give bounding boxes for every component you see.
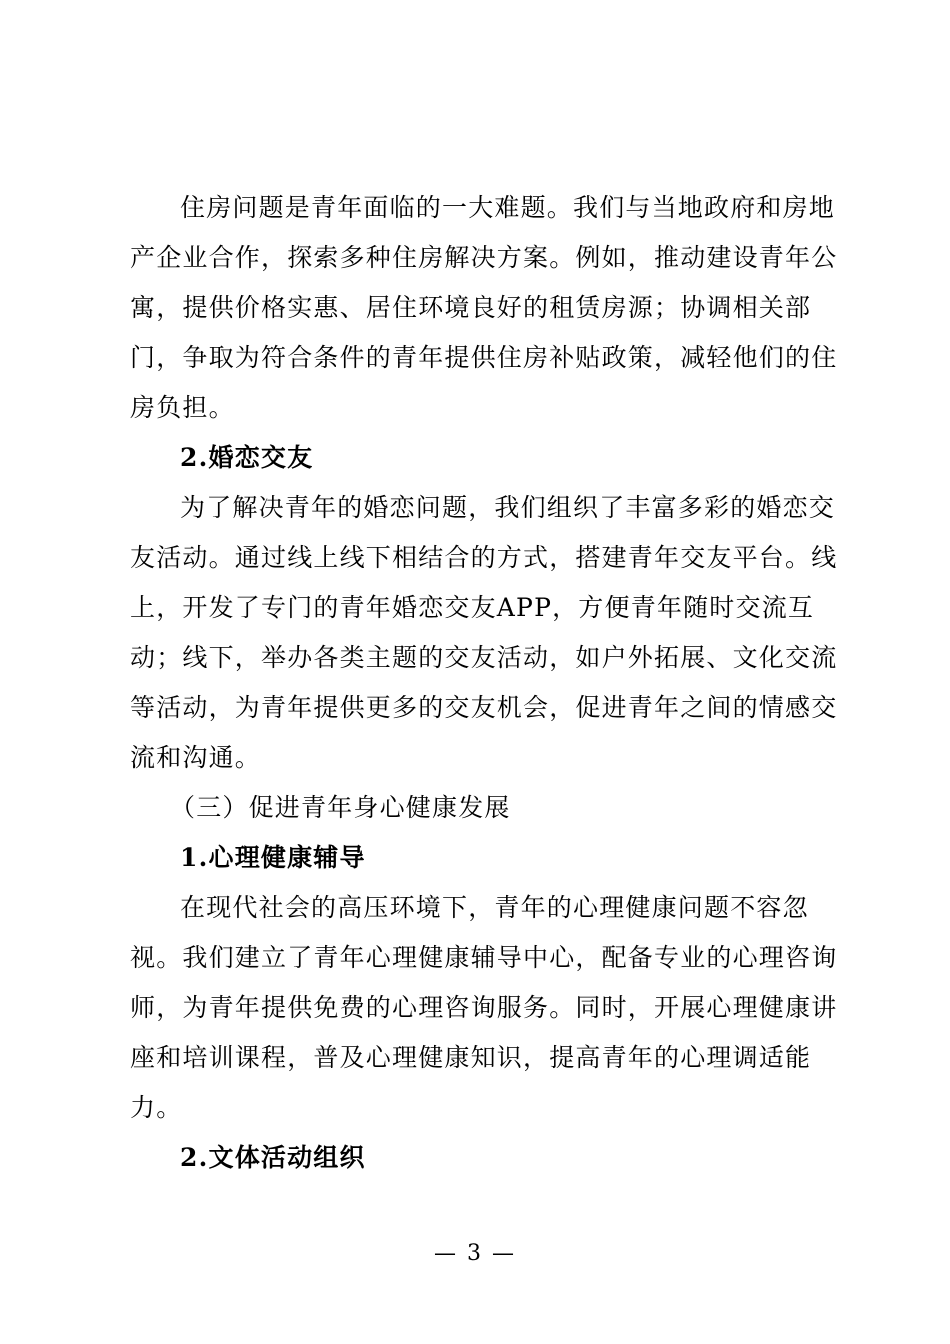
paragraph-line: 上，开发了专门的青年婚恋交友APP，方便青年随时交流互	[130, 593, 815, 622]
heading-dating: 2.婚恋交友	[180, 443, 314, 472]
paragraph-line: 门，争取为符合条件的青年提供住房补贴政策，减轻他们的住	[130, 343, 838, 372]
paragraph-line: 动；线下，举办各类主题的交友活动，如户外拓展、文化交流	[130, 643, 838, 672]
page-number: — 3 —	[434, 1241, 516, 1266]
paragraph-line: 师，为青年提供免费的心理咨询服务。同时，开展心理健康讲	[130, 993, 838, 1022]
paragraph-line: 友活动。通过线上线下相结合的方式，搭建青年交友平台。线	[130, 543, 838, 572]
heading-mental-health: 1.心理健康辅导	[180, 843, 366, 872]
paragraph-line: 流和沟通。	[130, 743, 262, 772]
section-heading: （三）促进青年身心健康发展	[170, 793, 511, 822]
paragraph-line: 住房问题是青年面临的一大难题。我们与当地政府和房地	[180, 193, 836, 222]
paragraph-line: 视。我们建立了青年心理健康辅导中心，配备专业的心理咨询	[130, 943, 838, 972]
paragraph-line: 在现代社会的高压环境下，青年的心理健康问题不容忽	[180, 893, 809, 922]
heading-cultural-activities: 2.文体活动组织	[180, 1143, 366, 1172]
paragraph-line: 产企业合作，探索多种住房解决方案。例如，推动建设青年公	[130, 243, 838, 272]
paragraph-line: 等活动，为青年提供更多的交友机会，促进青年之间的情感交	[130, 693, 838, 722]
paragraph-line: 座和培训课程，普及心理健康知识，提高青年的心理调适能	[130, 1043, 812, 1072]
paragraph-line: 寓，提供价格实惠、居住环境良好的租赁房源；协调相关部	[130, 293, 812, 322]
paragraph-line: 为了解决青年的婚恋问题，我们组织了丰富多彩的婚恋交	[180, 493, 836, 522]
paragraph-line: 房负担。	[130, 393, 235, 422]
paragraph-line: 力。	[130, 1093, 183, 1122]
